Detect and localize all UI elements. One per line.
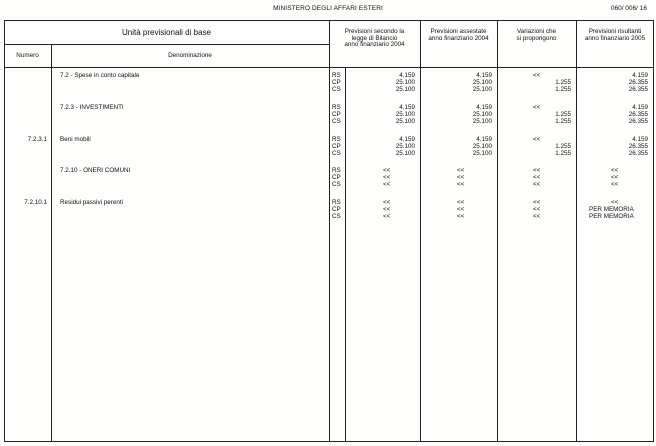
line-type: RS [332, 136, 341, 143]
value-col2: << [457, 213, 465, 220]
line-type: CP [332, 79, 341, 86]
value-col2: 4.159 [476, 136, 492, 143]
unit-divider [329, 20, 330, 442]
value-col3: << [533, 181, 541, 188]
value-col1: 25.100 [395, 143, 415, 150]
value-col3: << [533, 174, 541, 181]
value-col4: << [611, 181, 619, 188]
value-col3: << [533, 72, 541, 79]
line-type: CS [332, 181, 341, 188]
value-col1: 4.159 [399, 104, 415, 111]
line-type: CS [332, 86, 341, 93]
row-numero: 7.2.3.1 [27, 136, 47, 143]
value-col3: 1.255 [555, 118, 571, 125]
row-denominazione: 7.2 - Spese in conto capitale [60, 72, 140, 79]
value-col1: 25.100 [395, 79, 415, 86]
value-col1: 25.100 [395, 150, 415, 157]
col1-header: Previsioni secondo la legge di Bilancio anno finanziario 2004 [344, 28, 405, 48]
value-col1: 25.100 [395, 111, 415, 118]
unit-header-rule [4, 44, 329, 45]
line-type: CP [332, 206, 341, 213]
col4-header: Previsioni risultanti anno finanziario 2005 [584, 28, 646, 42]
value-col2: 4.159 [476, 104, 492, 111]
value-col4: 26.355 [628, 118, 648, 125]
value-col2: << [457, 167, 465, 174]
value-col4: 26.355 [628, 150, 648, 157]
value-col3: << [533, 167, 541, 174]
value-col3: 1.255 [555, 143, 571, 150]
value-col2: 4.159 [476, 72, 492, 79]
line-type: CP [332, 111, 341, 118]
value-col2: 25.100 [472, 118, 492, 125]
value-col2: 25.100 [472, 143, 492, 150]
value-col2: 25.100 [472, 86, 492, 93]
denominazione-header: Denominazione [168, 52, 212, 59]
value-col4: << [611, 167, 619, 174]
value-col4: PER MEMORIA [589, 213, 634, 220]
value-col1: << [383, 181, 391, 188]
col3-header: Variazioni che si propongono [516, 28, 557, 42]
value-col3: << [533, 136, 541, 143]
value-col1: << [383, 213, 391, 220]
value-col4: 4.159 [632, 104, 648, 111]
row-denominazione: Residui passivi perenti [60, 199, 123, 206]
numero-header: Numero [16, 52, 39, 59]
value-col2: << [457, 174, 465, 181]
header-bottom-rule [4, 67, 654, 68]
line-type: RS [332, 199, 341, 206]
value-col4: 26.355 [628, 111, 648, 118]
value-col1: 4.159 [399, 136, 415, 143]
value-col2: << [457, 206, 465, 213]
value-col4: PER MEMORIA [589, 206, 634, 213]
value-col2: << [457, 181, 465, 188]
value-col3: << [533, 199, 541, 206]
ministry-title: MINISTERO DEGLI AFFARI ESTERI [273, 5, 383, 12]
value-col4: 4.159 [632, 136, 648, 143]
unit-header: Unità previsionali di base [122, 28, 211, 37]
line-type: RS [332, 72, 341, 79]
value-col4: 26.355 [628, 86, 648, 93]
line-type: RS [332, 104, 341, 111]
value-col3: << [533, 206, 541, 213]
value-col3: << [533, 104, 541, 111]
value-col2: 25.100 [472, 111, 492, 118]
value-col3: 1.255 [555, 111, 571, 118]
row-denominazione: 7.2.10 - ONERI COMUNI [60, 167, 131, 174]
value-col3: 1.255 [555, 86, 571, 93]
line-type: CS [332, 213, 341, 220]
value-col1: << [383, 199, 391, 206]
value-col4: 4.159 [632, 72, 648, 79]
value-col2: 25.100 [472, 150, 492, 157]
value-col3: 1.255 [555, 79, 571, 86]
value-col4: 26.355 [628, 79, 648, 86]
value-col1: 4.159 [399, 72, 415, 79]
line-type: CP [332, 174, 341, 181]
value-col1: << [383, 167, 391, 174]
value-col3: << [533, 213, 541, 220]
line-type: RS [332, 167, 341, 174]
value-col4: << [611, 199, 619, 206]
value-col1: << [383, 206, 391, 213]
line-type: CP [332, 143, 341, 150]
value-col1: << [383, 174, 391, 181]
line-type: CS [332, 150, 341, 157]
value-col1: 25.100 [395, 86, 415, 93]
numero-divider [51, 44, 52, 442]
col2-header: Previsioni assestate anno finanziario 2004 [428, 28, 489, 42]
value-col4: 26.355 [628, 143, 648, 150]
value-col4: << [611, 174, 619, 181]
value-col2: << [457, 199, 465, 206]
value-col1: 25.100 [395, 118, 415, 125]
line-type: CS [332, 118, 341, 125]
row-denominazione: 7.2.3 - INVESTIMENTI [60, 104, 124, 111]
value-col3: 1.255 [555, 150, 571, 157]
value-col2: 25.100 [472, 79, 492, 86]
row-numero: 7.2.10.1 [24, 199, 47, 206]
page-code: 060/ 006/ 16 [610, 5, 647, 12]
row-denominazione: Beni mobili [60, 136, 91, 143]
